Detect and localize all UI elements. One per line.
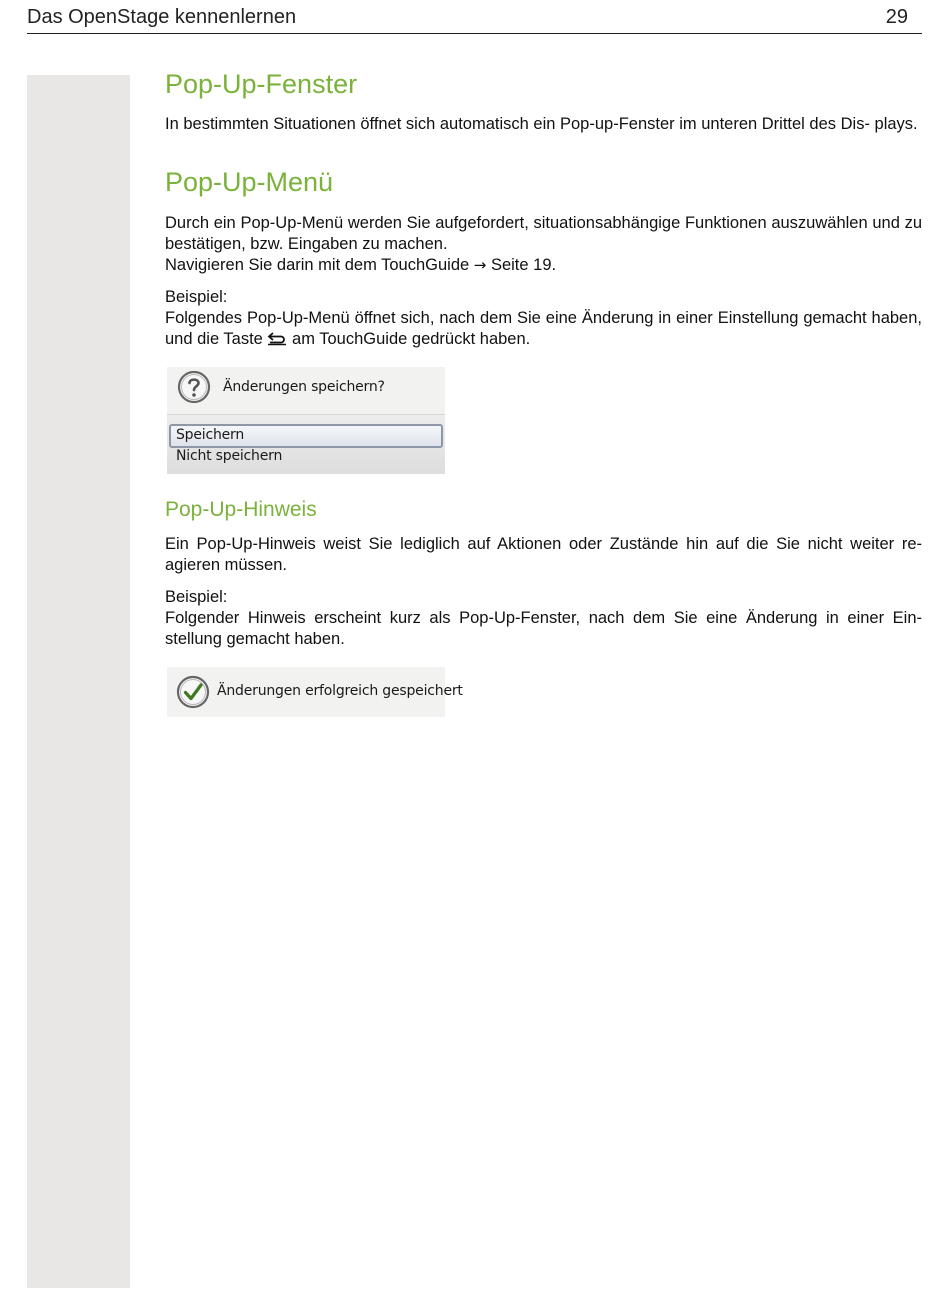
- popup-menu-text: [165, 213, 922, 276]
- page-reference-link[interactable]: Seite 19.: [490, 256, 557, 274]
- example-label: Beispiel:: [165, 588, 228, 606]
- menu-option-dont-save[interactable]: Nicht speichern: [176, 448, 283, 464]
- popup-prompt: Änderungen speichern?: [223, 379, 385, 395]
- menu-option-save[interactable]: [169, 424, 443, 448]
- popup-note-message: Änderungen erfolgreich gespeichert: [217, 683, 463, 699]
- popup-menu-screenshot: [167, 367, 445, 474]
- popup-note-screenshot: [167, 667, 463, 717]
- popup-window-text: In bestimmten Situationen öffnet sich automatisch ein Pop-up-Fenster im unteren Drittel des Dis- plays.: [165, 115, 918, 133]
- heading-popup-window: Pop-Up-Fenster: [165, 69, 358, 99]
- example-text-part2: am TouchGuide gedrückt haben.: [292, 330, 531, 348]
- popup-menu-nav-text: Navigieren Sie darin mit dem TouchGuide: [165, 256, 470, 274]
- example-text: Folgender Hinweis erscheint kurz als Pop-Up-Fenster, nach dem Sie eine Änderung in einer Ein- stellung gemacht haben.: [165, 609, 922, 648]
- heading-popup-menu: Pop-Up-Menü: [165, 167, 334, 197]
- popup-menu-example: [165, 287, 922, 350]
- popup-note-example: [165, 587, 922, 650]
- page-header: [27, 0, 922, 34]
- example-text-part1: Folgendes Pop-Up-Menü öffnet sich, nach dem Sie eine Änderung in einer Einstellung gemacht haben, und die Taste: [165, 309, 922, 348]
- checkmark-icon: [176, 675, 210, 709]
- back-key-icon: [267, 331, 287, 346]
- margin-column: [27, 75, 130, 1288]
- main-content: [165, 66, 922, 717]
- question-icon: [177, 370, 211, 404]
- menu-option-label: Speichern: [176, 427, 245, 443]
- running-title: Das OpenStage kennenlernen: [27, 6, 297, 28]
- heading-popup-note: Pop-Up-Hinweis: [165, 498, 317, 521]
- page-number: 29: [885, 6, 908, 28]
- popup-note-text: Ein Pop-Up-Hinweis weist Sie lediglich auf Aktionen oder Zustände hin auf die Sie nicht weiter re- agieren müssen.: [165, 535, 922, 574]
- arrow-right-icon: →: [473, 256, 487, 274]
- example-label: Beispiel:: [165, 288, 228, 306]
- popup-menu-line1: Durch ein Pop-Up-Menü werden Sie aufgefordert, situationsabhängige Funktionen auszuwählen und zu bestätigen, bzw. Eingaben zu machen.: [165, 214, 922, 253]
